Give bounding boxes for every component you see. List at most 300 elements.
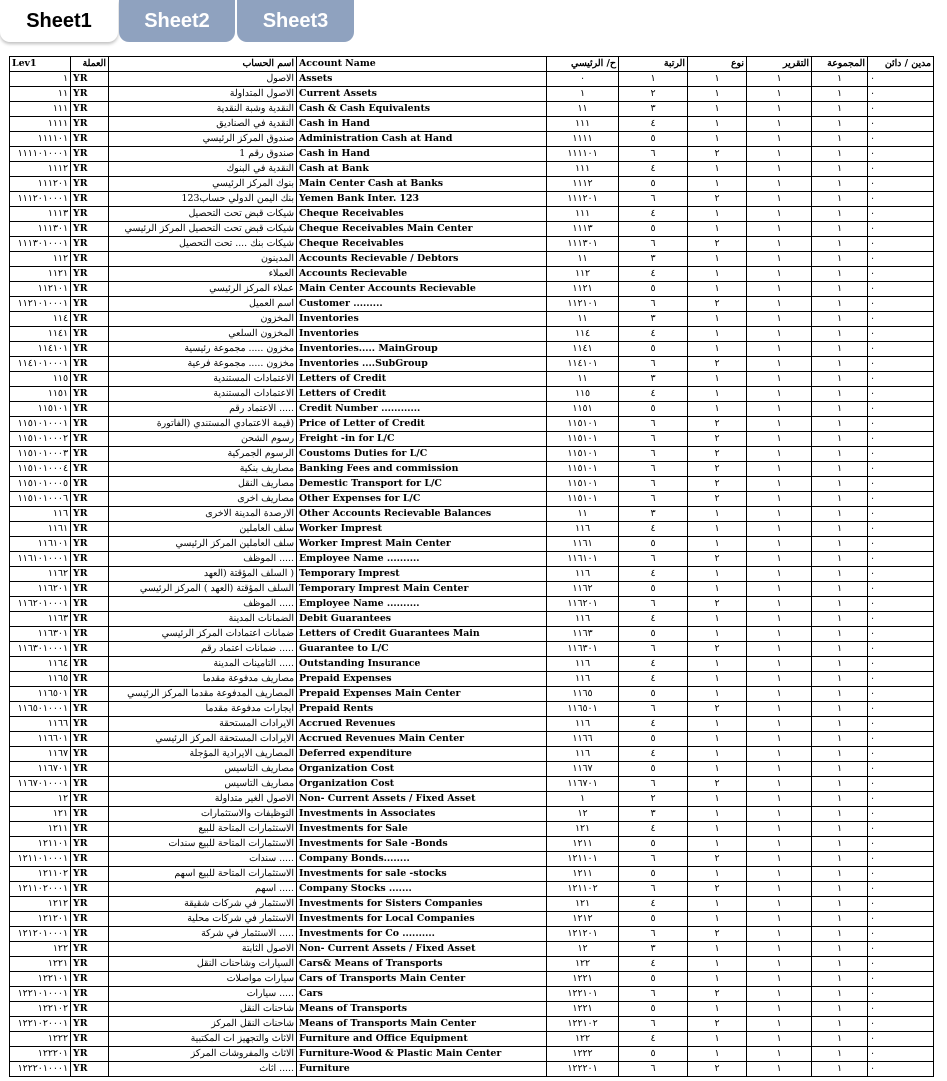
parent-account-cell[interactable]: ١١٤١ xyxy=(547,342,619,357)
type-cell[interactable]: ١ xyxy=(688,372,747,387)
currency-cell[interactable]: YR xyxy=(71,627,109,642)
rank-cell[interactable]: ٦ xyxy=(619,1062,688,1077)
rank-cell[interactable]: ٤ xyxy=(619,957,688,972)
rank-cell[interactable]: ٦ xyxy=(619,852,688,867)
report-cell[interactable]: ١ xyxy=(747,87,812,102)
debit-credit-cell[interactable]: ٠ xyxy=(868,207,934,222)
table-row[interactable] xyxy=(10,567,934,582)
group-cell[interactable]: ١ xyxy=(812,87,868,102)
type-cell[interactable]: ١ xyxy=(688,972,747,987)
table-row[interactable] xyxy=(10,1032,934,1047)
table-row[interactable] xyxy=(10,1062,934,1077)
rank-cell[interactable]: ٦ xyxy=(619,642,688,657)
account-level-cell[interactable]: ١١٦١ xyxy=(10,522,71,537)
arabic-name-cell[interactable]: المخزون السلعي xyxy=(109,327,297,342)
report-cell[interactable]: ١ xyxy=(747,882,812,897)
currency-cell[interactable]: YR xyxy=(71,807,109,822)
account-name-cell[interactable]: Accounts Recievable xyxy=(297,267,547,282)
parent-account-cell[interactable]: ٠ xyxy=(547,72,619,87)
account-name-cell[interactable]: Furniture xyxy=(297,1062,547,1077)
account-level-cell[interactable]: ١٢١٢٠١ xyxy=(10,912,71,927)
table-row[interactable] xyxy=(10,972,934,987)
report-cell[interactable]: ١ xyxy=(747,477,812,492)
debit-credit-cell[interactable]: ٠ xyxy=(868,417,934,432)
account-level-cell[interactable]: ١١٢١٠١٠٠٠١ xyxy=(10,297,71,312)
group-cell[interactable]: ١ xyxy=(812,1032,868,1047)
table-row[interactable] xyxy=(10,822,934,837)
type-cell[interactable]: ٢ xyxy=(688,447,747,462)
group-cell[interactable]: ١ xyxy=(812,792,868,807)
type-cell[interactable]: ١ xyxy=(688,72,747,87)
arabic-name-cell[interactable]: ..... الموظف xyxy=(109,552,297,567)
type-cell[interactable]: ٢ xyxy=(688,882,747,897)
arabic-name-cell[interactable]: شاحنات النقل المركز xyxy=(109,1017,297,1032)
table-row[interactable] xyxy=(10,612,934,627)
account-level-cell[interactable]: ١١٦٧٠١ xyxy=(10,762,71,777)
currency-cell[interactable]: YR xyxy=(71,387,109,402)
table-row[interactable] xyxy=(10,717,934,732)
currency-cell[interactable]: YR xyxy=(71,747,109,762)
report-cell[interactable]: ١ xyxy=(747,732,812,747)
report-cell[interactable]: ١ xyxy=(747,1032,812,1047)
report-cell[interactable]: ١ xyxy=(747,672,812,687)
table-row[interactable] xyxy=(10,267,934,282)
group-cell[interactable]: ١ xyxy=(812,132,868,147)
debit-credit-cell[interactable]: ٠ xyxy=(868,237,934,252)
debit-credit-cell[interactable]: ٠ xyxy=(868,177,934,192)
group-cell[interactable]: ١ xyxy=(812,462,868,477)
group-cell[interactable]: ١ xyxy=(812,237,868,252)
rank-cell[interactable]: ٦ xyxy=(619,702,688,717)
currency-cell[interactable]: YR xyxy=(71,462,109,477)
account-level-cell[interactable]: ١٢١١٠١٠٠٠١ xyxy=(10,852,71,867)
type-cell[interactable]: ١ xyxy=(688,762,747,777)
table-row[interactable] xyxy=(10,597,934,612)
account-name-cell[interactable]: Non- Current Assets / Fixed Asset xyxy=(297,942,547,957)
rank-cell[interactable]: ٣ xyxy=(619,312,688,327)
parent-account-cell[interactable]: ١٢١١ xyxy=(547,837,619,852)
type-cell[interactable]: ١ xyxy=(688,747,747,762)
group-cell[interactable]: ١ xyxy=(812,1047,868,1062)
currency-cell[interactable]: YR xyxy=(71,507,109,522)
account-name-cell[interactable]: Investments for Local Companies xyxy=(297,912,547,927)
account-level-cell[interactable]: ١١٦٢٠١٠٠٠١ xyxy=(10,597,71,612)
type-cell[interactable]: ١ xyxy=(688,522,747,537)
table-row[interactable] xyxy=(10,762,934,777)
table-row[interactable] xyxy=(10,657,934,672)
group-cell[interactable]: ١ xyxy=(812,312,868,327)
table-row[interactable] xyxy=(10,477,934,492)
parent-account-cell[interactable]: ١١٦ xyxy=(547,657,619,672)
table-row[interactable] xyxy=(10,177,934,192)
group-cell[interactable]: ١ xyxy=(812,252,868,267)
group-cell[interactable]: ١ xyxy=(812,642,868,657)
group-cell[interactable]: ١ xyxy=(812,72,868,87)
parent-account-cell[interactable]: ١١٦٣ xyxy=(547,627,619,642)
type-cell[interactable]: ١ xyxy=(688,897,747,912)
currency-cell[interactable]: YR xyxy=(71,147,109,162)
currency-cell[interactable]: YR xyxy=(71,1062,109,1077)
account-level-cell[interactable]: ١ xyxy=(10,72,71,87)
group-cell[interactable]: ١ xyxy=(812,897,868,912)
rank-cell[interactable]: ٦ xyxy=(619,987,688,1002)
table-row[interactable] xyxy=(10,687,934,702)
debit-credit-cell[interactable]: ٠ xyxy=(868,867,934,882)
report-cell[interactable]: ١ xyxy=(747,72,812,87)
rank-cell[interactable]: ٥ xyxy=(619,912,688,927)
debit-credit-cell[interactable]: ٠ xyxy=(868,627,934,642)
arabic-name-cell[interactable]: الاثاث والمفروشات المركز xyxy=(109,1047,297,1062)
account-name-cell[interactable]: Cars of Transports Main Center xyxy=(297,972,547,987)
table-row[interactable] xyxy=(10,117,934,132)
type-cell[interactable]: ١ xyxy=(688,177,747,192)
currency-cell[interactable]: YR xyxy=(71,402,109,417)
rank-cell[interactable]: ٤ xyxy=(619,522,688,537)
account-name-cell[interactable]: Cars& Means of Transports xyxy=(297,957,547,972)
parent-account-cell[interactable]: ١١ xyxy=(547,102,619,117)
rank-cell[interactable]: ٦ xyxy=(619,597,688,612)
debit-credit-cell[interactable]: ٠ xyxy=(868,147,934,162)
arabic-name-cell[interactable]: السيارات وشاحنات النقل xyxy=(109,957,297,972)
table-row[interactable] xyxy=(10,747,934,762)
table-row[interactable] xyxy=(10,672,934,687)
account-level-cell[interactable]: ١١٢١٠١ xyxy=(10,282,71,297)
account-name-cell[interactable]: Investments for sale -stocks xyxy=(297,867,547,882)
table-row[interactable] xyxy=(10,507,934,522)
arabic-name-cell[interactable]: ..... الموظف xyxy=(109,597,297,612)
report-cell[interactable]: ١ xyxy=(747,507,812,522)
currency-cell[interactable]: YR xyxy=(71,612,109,627)
currency-cell[interactable]: YR xyxy=(71,162,109,177)
arabic-name-cell[interactable]: مخزون ..... مجموعة رئيسية xyxy=(109,342,297,357)
account-name-cell[interactable]: Non- Current Assets / Fixed Asset xyxy=(297,792,547,807)
arabic-name-cell[interactable]: ..... اثاث xyxy=(109,1062,297,1077)
report-cell[interactable]: ١ xyxy=(747,252,812,267)
report-cell[interactable]: ١ xyxy=(747,177,812,192)
report-cell[interactable]: ١ xyxy=(747,387,812,402)
account-level-cell[interactable]: ١١٤١٠١ xyxy=(10,342,71,357)
debit-credit-cell[interactable]: ٠ xyxy=(868,342,934,357)
currency-cell[interactable]: YR xyxy=(71,777,109,792)
report-cell[interactable]: ١ xyxy=(747,312,812,327)
account-name-cell[interactable]: Investments for Sisters Companies xyxy=(297,897,547,912)
report-cell[interactable]: ١ xyxy=(747,462,812,477)
type-cell[interactable]: ٢ xyxy=(688,1062,747,1077)
account-level-cell[interactable]: ١١٥ xyxy=(10,372,71,387)
rank-cell[interactable]: ٤ xyxy=(619,822,688,837)
report-cell[interactable]: ١ xyxy=(747,222,812,237)
group-cell[interactable]: ١ xyxy=(812,597,868,612)
group-cell[interactable]: ١ xyxy=(812,942,868,957)
debit-credit-cell[interactable]: ٠ xyxy=(868,117,934,132)
arabic-name-cell[interactable]: سلف العاملين xyxy=(109,522,297,537)
report-cell[interactable]: ١ xyxy=(747,372,812,387)
report-cell[interactable]: ١ xyxy=(747,837,812,852)
group-cell[interactable]: ١ xyxy=(812,747,868,762)
debit-credit-cell[interactable]: ٠ xyxy=(868,87,934,102)
report-cell[interactable]: ١ xyxy=(747,342,812,357)
report-cell[interactable]: ١ xyxy=(747,867,812,882)
parent-account-cell[interactable]: ١١١٣٠١ xyxy=(547,237,619,252)
report-cell[interactable]: ١ xyxy=(747,132,812,147)
rank-cell[interactable]: ٤ xyxy=(619,897,688,912)
debit-credit-cell[interactable]: ٠ xyxy=(868,672,934,687)
parent-account-cell[interactable]: ١٢١ xyxy=(547,822,619,837)
debit-credit-cell[interactable]: ٠ xyxy=(868,702,934,717)
account-level-cell[interactable]: ١١٥١٠١٠٠٠٦ xyxy=(10,492,71,507)
arabic-name-cell[interactable]: ضمانات اعتمادات المركز الرئيسي xyxy=(109,627,297,642)
arabic-name-cell[interactable]: الاصول المتداولة xyxy=(109,87,297,102)
currency-cell[interactable]: YR xyxy=(71,552,109,567)
rank-cell[interactable]: ٥ xyxy=(619,1047,688,1062)
parent-account-cell[interactable]: ١٢١١ xyxy=(547,867,619,882)
currency-cell[interactable]: YR xyxy=(71,732,109,747)
account-name-cell[interactable]: Main Center Accounts Recievable xyxy=(297,282,547,297)
arabic-name-cell[interactable]: مخزون ..... مجموعة فرعية xyxy=(109,357,297,372)
rank-cell[interactable]: ٥ xyxy=(619,867,688,882)
parent-account-cell[interactable]: ١١ xyxy=(547,252,619,267)
type-cell[interactable]: ١ xyxy=(688,252,747,267)
table-row[interactable] xyxy=(10,327,934,342)
type-cell[interactable]: ١ xyxy=(688,867,747,882)
arabic-name-cell[interactable]: العملاء xyxy=(109,267,297,282)
group-cell[interactable]: ١ xyxy=(812,297,868,312)
parent-account-cell[interactable]: ١٢ xyxy=(547,942,619,957)
account-name-cell[interactable]: Furniture-Wood & Plastic Main Center xyxy=(297,1047,547,1062)
account-name-cell[interactable]: Cash in Hand xyxy=(297,117,547,132)
debit-credit-cell[interactable]: ٠ xyxy=(868,552,934,567)
account-level-cell[interactable]: ١١١٢٠١ xyxy=(10,177,71,192)
arabic-name-cell[interactable]: ..... ضمانات اعتماد رقم xyxy=(109,642,297,657)
table-row[interactable] xyxy=(10,432,934,447)
rank-cell[interactable]: ٤ xyxy=(619,1032,688,1047)
parent-account-cell[interactable]: ١١١ xyxy=(547,207,619,222)
parent-account-cell[interactable]: ١١٦ xyxy=(547,522,619,537)
report-cell[interactable]: ١ xyxy=(747,747,812,762)
currency-cell[interactable]: YR xyxy=(71,222,109,237)
report-cell[interactable]: ١ xyxy=(747,552,812,567)
parent-account-cell[interactable]: ١١ xyxy=(547,507,619,522)
group-cell[interactable]: ١ xyxy=(812,522,868,537)
debit-credit-cell[interactable]: ٠ xyxy=(868,657,934,672)
report-cell[interactable]: ١ xyxy=(747,687,812,702)
group-cell[interactable]: ١ xyxy=(812,207,868,222)
parent-account-cell[interactable]: ١١١١٠١ xyxy=(547,147,619,162)
parent-account-cell[interactable]: ١١٥١٠١ xyxy=(547,492,619,507)
account-level-cell[interactable]: ١٢٢١٠١٠٠٠١ xyxy=(10,987,71,1002)
parent-account-cell[interactable]: ١١٦١٠١ xyxy=(547,552,619,567)
currency-cell[interactable]: YR xyxy=(71,687,109,702)
parent-account-cell[interactable]: ١ xyxy=(547,87,619,102)
account-level-cell[interactable]: ١١١ xyxy=(10,102,71,117)
type-cell[interactable]: ١ xyxy=(688,717,747,732)
rank-cell[interactable]: ٣ xyxy=(619,252,688,267)
currency-cell[interactable]: YR xyxy=(71,297,109,312)
arabic-name-cell[interactable]: السلف المؤقتة (العهد ) المركز الرئيسي xyxy=(109,582,297,597)
report-cell[interactable]: ١ xyxy=(747,972,812,987)
account-level-cell[interactable]: ١٢١٢ xyxy=(10,897,71,912)
group-cell[interactable]: ١ xyxy=(812,492,868,507)
group-cell[interactable]: ١ xyxy=(812,477,868,492)
currency-cell[interactable]: YR xyxy=(71,927,109,942)
type-cell[interactable]: ٢ xyxy=(688,852,747,867)
account-level-cell[interactable]: ١١١١٠١٠٠٠١ xyxy=(10,147,71,162)
account-name-cell[interactable]: Price of Letter of Credit xyxy=(297,417,547,432)
debit-credit-cell[interactable]: ٠ xyxy=(868,957,934,972)
table-row[interactable] xyxy=(10,702,934,717)
type-cell[interactable]: ١ xyxy=(688,162,747,177)
account-level-cell[interactable]: ١٢٢ xyxy=(10,942,71,957)
account-name-cell[interactable]: Banking Fees and commission xyxy=(297,462,547,477)
report-cell[interactable]: ١ xyxy=(747,402,812,417)
parent-account-cell[interactable]: ١٢١٢ xyxy=(547,912,619,927)
type-cell[interactable]: ٢ xyxy=(688,777,747,792)
debit-credit-cell[interactable]: ٠ xyxy=(868,1047,934,1062)
type-cell[interactable]: ١ xyxy=(688,87,747,102)
arabic-name-cell[interactable]: النقدية في الصناديق xyxy=(109,117,297,132)
debit-credit-cell[interactable]: ٠ xyxy=(868,687,934,702)
group-cell[interactable]: ١ xyxy=(812,432,868,447)
account-level-cell[interactable]: ١٢٢١٠٢ xyxy=(10,1002,71,1017)
report-cell[interactable]: ١ xyxy=(747,612,812,627)
type-cell[interactable]: ١ xyxy=(688,117,747,132)
group-cell[interactable]: ١ xyxy=(812,282,868,297)
tab-sheet2[interactable]: Sheet2 xyxy=(119,0,235,42)
currency-cell[interactable]: YR xyxy=(71,372,109,387)
currency-cell[interactable]: YR xyxy=(71,762,109,777)
currency-cell[interactable]: YR xyxy=(71,1047,109,1062)
report-cell[interactable]: ١ xyxy=(747,807,812,822)
group-cell[interactable]: ١ xyxy=(812,927,868,942)
account-name-cell[interactable]: Assets xyxy=(297,72,547,87)
currency-cell[interactable]: YR xyxy=(71,987,109,1002)
account-level-cell[interactable]: ١١٥١٠١٠٠٠٢ xyxy=(10,432,71,447)
arabic-name-cell[interactable]: الاستثمار في شركات شقيقة xyxy=(109,897,297,912)
table-row[interactable] xyxy=(10,987,934,1002)
currency-cell[interactable]: YR xyxy=(71,942,109,957)
rank-cell[interactable]: ٢ xyxy=(619,792,688,807)
rank-cell[interactable]: ٥ xyxy=(619,687,688,702)
arabic-name-cell[interactable]: رسوم الشحن xyxy=(109,432,297,447)
table-row[interactable] xyxy=(10,132,934,147)
rank-cell[interactable]: ٥ xyxy=(619,582,688,597)
currency-cell[interactable]: YR xyxy=(71,417,109,432)
parent-account-cell[interactable]: ١١٥١٠١ xyxy=(547,462,619,477)
table-row[interactable] xyxy=(10,897,934,912)
debit-credit-cell[interactable]: ٠ xyxy=(868,972,934,987)
type-cell[interactable]: ١ xyxy=(688,342,747,357)
account-level-cell[interactable]: ١١٦٣٠١ xyxy=(10,627,71,642)
report-cell[interactable]: ١ xyxy=(747,822,812,837)
report-cell[interactable]: ١ xyxy=(747,957,812,972)
type-cell[interactable]: ١ xyxy=(688,507,747,522)
table-row[interactable] xyxy=(10,447,934,462)
type-cell[interactable]: ٢ xyxy=(688,192,747,207)
rank-cell[interactable]: ٣ xyxy=(619,507,688,522)
table-row[interactable] xyxy=(10,102,934,117)
group-cell[interactable]: ١ xyxy=(812,972,868,987)
debit-credit-cell[interactable]: ٠ xyxy=(868,72,934,87)
currency-cell[interactable]: YR xyxy=(71,207,109,222)
table-row[interactable] xyxy=(10,807,934,822)
parent-account-cell[interactable]: ١٢٢١ xyxy=(547,1002,619,1017)
arabic-name-cell[interactable]: سيارات مواصلات xyxy=(109,972,297,987)
arabic-name-cell[interactable]: النقدية وشبة النقدية xyxy=(109,102,297,117)
report-cell[interactable]: ١ xyxy=(747,927,812,942)
type-cell[interactable]: ١ xyxy=(688,582,747,597)
account-level-cell[interactable]: ١٢١١٠١ xyxy=(10,837,71,852)
debit-credit-cell[interactable]: ٠ xyxy=(868,387,934,402)
group-cell[interactable]: ١ xyxy=(812,867,868,882)
currency-cell[interactable]: YR xyxy=(71,882,109,897)
table-row[interactable] xyxy=(10,777,934,792)
debit-credit-cell[interactable]: ٠ xyxy=(868,192,934,207)
parent-account-cell[interactable]: ١١ xyxy=(547,372,619,387)
account-level-cell[interactable]: ١١٤ xyxy=(10,312,71,327)
table-row[interactable] xyxy=(10,162,934,177)
table-row[interactable] xyxy=(10,72,934,87)
account-level-cell[interactable]: ١٢٢١٠٢٠٠٠١ xyxy=(10,1017,71,1032)
rank-cell[interactable]: ٤ xyxy=(619,567,688,582)
account-name-cell[interactable]: Investments for Sale xyxy=(297,822,547,837)
rank-cell[interactable]: ٦ xyxy=(619,492,688,507)
debit-credit-cell[interactable]: ٠ xyxy=(868,777,934,792)
group-cell[interactable]: ١ xyxy=(812,717,868,732)
currency-cell[interactable]: YR xyxy=(71,357,109,372)
currency-cell[interactable]: YR xyxy=(71,837,109,852)
arabic-name-cell[interactable]: بنك اليمن الدولي حساب123 xyxy=(109,192,297,207)
group-cell[interactable]: ١ xyxy=(812,507,868,522)
group-cell[interactable]: ١ xyxy=(812,582,868,597)
parent-account-cell[interactable]: ١١٥١٠١ xyxy=(547,447,619,462)
arabic-name-cell[interactable]: سلف العاملين المركز الرئيسي xyxy=(109,537,297,552)
rank-cell[interactable]: ٥ xyxy=(619,762,688,777)
type-cell[interactable]: ٢ xyxy=(688,597,747,612)
account-name-cell[interactable]: Furniture and Office Equipment xyxy=(297,1032,547,1047)
debit-credit-cell[interactable]: ٠ xyxy=(868,312,934,327)
arabic-name-cell[interactable]: مصاريف مدفوعة مقدما xyxy=(109,672,297,687)
account-name-cell[interactable]: Inventories ....SubGroup xyxy=(297,357,547,372)
report-cell[interactable]: ١ xyxy=(747,1047,812,1062)
currency-cell[interactable]: YR xyxy=(71,327,109,342)
debit-credit-cell[interactable]: ٠ xyxy=(868,267,934,282)
account-name-cell[interactable]: Freight -in for L/C xyxy=(297,432,547,447)
account-level-cell[interactable]: ١١ xyxy=(10,87,71,102)
group-cell[interactable]: ١ xyxy=(812,552,868,567)
account-level-cell[interactable]: ١٢١ xyxy=(10,807,71,822)
rank-cell[interactable]: ٤ xyxy=(619,612,688,627)
arabic-name-cell[interactable]: ..... سندات xyxy=(109,852,297,867)
arabic-name-cell[interactable]: ..... سيارات xyxy=(109,987,297,1002)
parent-account-cell[interactable]: ١١٦١ xyxy=(547,537,619,552)
group-cell[interactable]: ١ xyxy=(812,537,868,552)
type-cell[interactable]: ١ xyxy=(688,672,747,687)
type-cell[interactable]: ١ xyxy=(688,1002,747,1017)
parent-account-cell[interactable]: ١١ xyxy=(547,312,619,327)
type-cell[interactable]: ٢ xyxy=(688,987,747,1002)
table-row[interactable] xyxy=(10,912,934,927)
parent-account-cell[interactable]: ١١٢١٠١ xyxy=(547,297,619,312)
arabic-name-cell[interactable]: ..... اسهم xyxy=(109,882,297,897)
report-cell[interactable]: ١ xyxy=(747,237,812,252)
rank-cell[interactable]: ٦ xyxy=(619,297,688,312)
parent-account-cell[interactable]: ١١٥١ xyxy=(547,402,619,417)
account-level-cell[interactable]: ١١٥١٠١ xyxy=(10,402,71,417)
tab-sheet3[interactable]: Sheet3 xyxy=(237,0,354,42)
arabic-name-cell[interactable]: شيكات قبض تحت التحصيل xyxy=(109,207,297,222)
parent-account-cell[interactable]: ١٢١١٠١ xyxy=(547,852,619,867)
account-name-cell[interactable]: Letters of Credit Guarantees Main xyxy=(297,627,547,642)
